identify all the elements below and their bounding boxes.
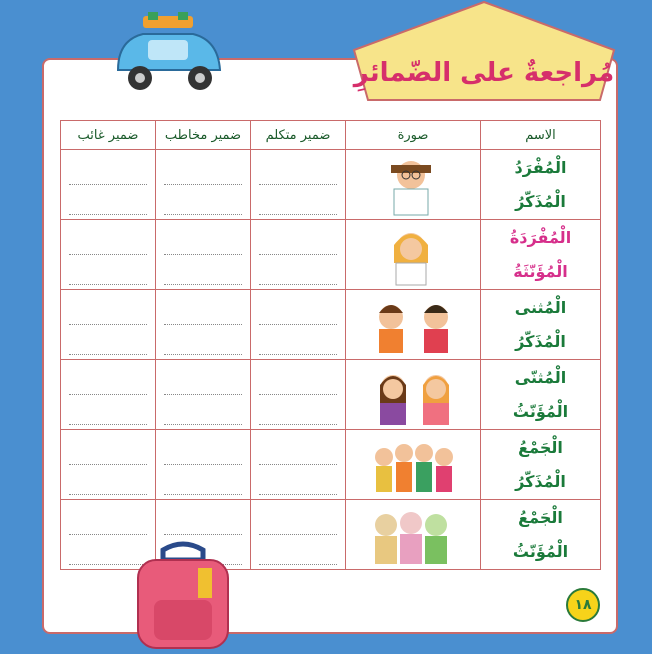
speaker-pronoun-cell[interactable] [251, 220, 346, 290]
pronoun-table [60, 120, 601, 570]
absent-pronoun-cell[interactable] [61, 290, 156, 360]
speaker-pronoun-cell[interactable] [251, 500, 346, 570]
dotted-line [259, 324, 337, 325]
group-boys-icon [366, 433, 461, 497]
noun-cell [481, 150, 601, 220]
two-boys-icon [366, 293, 461, 357]
dotted-line [164, 184, 242, 185]
dotted-line [259, 534, 337, 535]
addressee-pronoun-cell[interactable] [156, 220, 251, 290]
backpack-icon [128, 540, 238, 654]
dotted-line [259, 424, 337, 425]
dotted-line [164, 534, 242, 535]
dotted-line [69, 464, 147, 465]
dotted-line [69, 534, 147, 535]
header-speaker-pronoun: ضمير متكلم [251, 121, 346, 150]
dotted-line [164, 494, 242, 495]
absent-pronoun-cell[interactable] [61, 430, 156, 500]
table-row [61, 220, 601, 290]
picture-cell [346, 150, 481, 220]
dotted-line [164, 284, 242, 285]
two-women-icon [366, 363, 461, 427]
noun-line1: الْمُثنى [514, 297, 567, 317]
table-row [61, 360, 601, 430]
picture-cell [346, 360, 481, 430]
dotted-line [259, 284, 337, 285]
noun-cell [481, 430, 601, 500]
noun-line2: الْمُذَكّرُ [515, 471, 566, 491]
table-row [61, 430, 601, 500]
noun-line2: الْمُؤَنّثُ [512, 401, 569, 421]
page-number: ١٨ [566, 588, 600, 622]
noun-line1: الْمُفْرَدَةُ [509, 227, 572, 247]
header-noun: الاسم [481, 121, 601, 150]
dotted-line [164, 424, 242, 425]
dotted-line [259, 494, 337, 495]
dotted-line [69, 184, 147, 185]
addressee-pronoun-cell[interactable] [156, 360, 251, 430]
dotted-line [69, 324, 147, 325]
dotted-line [164, 464, 242, 465]
picture-cell [346, 430, 481, 500]
dotted-line [164, 324, 242, 325]
dotted-line [164, 354, 242, 355]
dotted-line [164, 394, 242, 395]
picture-cell [346, 220, 481, 290]
noun-line2: الْمُذَكّرُ [515, 191, 566, 211]
dotted-line [69, 494, 147, 495]
noun-cell [481, 360, 601, 430]
noun-cell [481, 220, 601, 290]
header-addressee-pronoun: ضمير مخاطب [156, 121, 251, 150]
dotted-line [259, 394, 337, 395]
girl-doctor-icon [366, 223, 461, 287]
dotted-line [69, 214, 147, 215]
addressee-pronoun-cell[interactable] [156, 290, 251, 360]
dotted-line [69, 424, 147, 425]
absent-pronoun-cell[interactable] [61, 220, 156, 290]
addressee-pronoun-cell[interactable] [156, 430, 251, 500]
header-picture: صورة [346, 121, 481, 150]
noun-line1: الْجَمْعُ [518, 507, 563, 527]
absent-pronoun-cell[interactable] [61, 360, 156, 430]
header-row [61, 121, 601, 150]
dotted-line [69, 284, 147, 285]
dotted-line [259, 354, 337, 355]
dotted-line [69, 394, 147, 395]
dotted-line [259, 184, 337, 185]
addressee-pronoun-cell[interactable] [156, 150, 251, 220]
page-title: مُراجعةٌ على الضّمائرِ [353, 58, 615, 88]
title-banner [350, 0, 618, 108]
noun-line2: الْمُؤَنّثَةُ [513, 261, 568, 281]
speaker-pronoun-cell[interactable] [251, 290, 346, 360]
noun-cell [481, 290, 601, 360]
absent-pronoun-cell[interactable] [61, 150, 156, 220]
dotted-line [259, 464, 337, 465]
dotted-line [69, 254, 147, 255]
speaker-pronoun-cell[interactable] [251, 360, 346, 430]
table-row [61, 150, 601, 220]
noun-line2: الْمُؤَنّثُ [512, 541, 569, 561]
dotted-line [69, 354, 147, 355]
dotted-line [259, 564, 337, 565]
noun-cell [481, 500, 601, 570]
speaker-pronoun-cell[interactable] [251, 430, 346, 500]
car-icon [108, 10, 228, 100]
noun-line1: الْجَمْعُ [518, 437, 563, 457]
noun-line2: الْمُذَكّرُ [515, 331, 566, 351]
dotted-line [164, 214, 242, 215]
noun-line1: الْمُفْرَدُ [514, 157, 567, 177]
dotted-line [164, 254, 242, 255]
table-row [61, 290, 601, 360]
dotted-line [259, 254, 337, 255]
noun-line1: الْمُثنّى [514, 367, 567, 387]
picture-cell [346, 290, 481, 360]
boy-doctor-icon [366, 153, 461, 217]
group-girls-icon [366, 503, 461, 567]
dotted-line [259, 214, 337, 215]
header-absent-pronoun: ضمير غائب [61, 121, 156, 150]
speaker-pronoun-cell[interactable] [251, 150, 346, 220]
picture-cell [346, 500, 481, 570]
